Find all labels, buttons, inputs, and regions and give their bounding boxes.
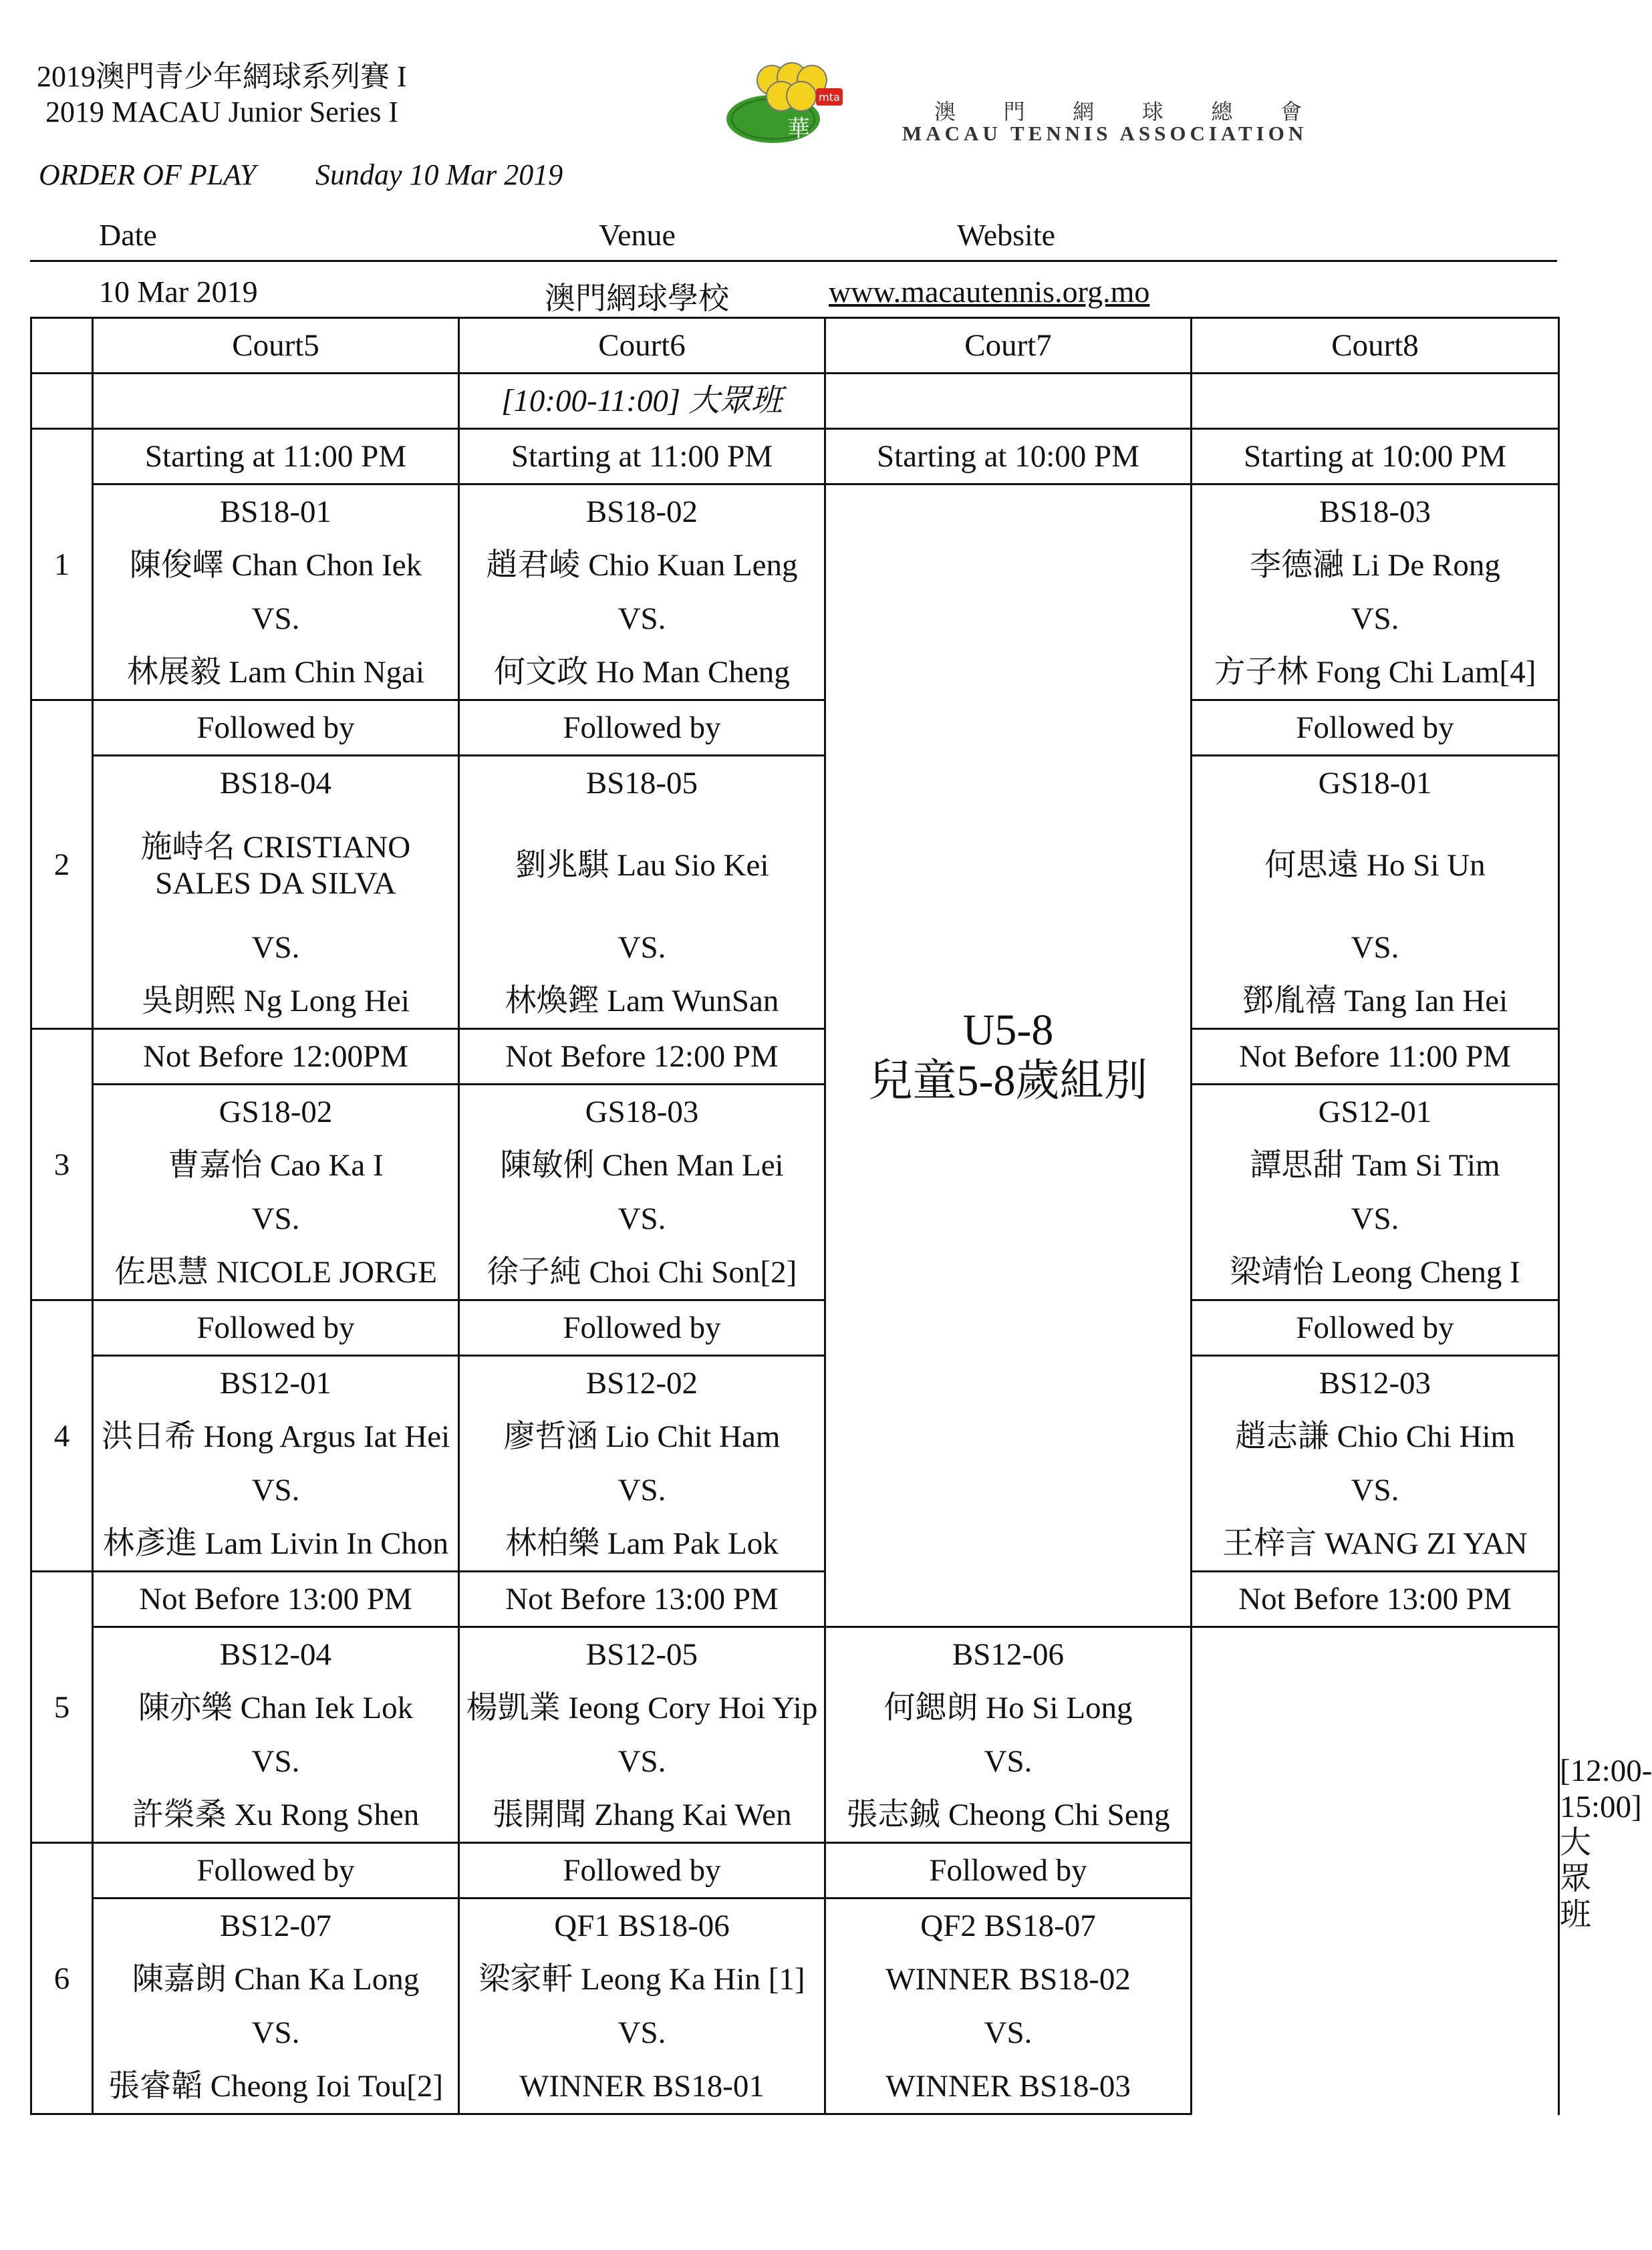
vs-label: VS. [459,1463,825,1517]
table-row [31,1627,1559,1682]
court-header-row [31,318,1559,374]
table-row [31,2060,1559,2114]
player-one: 譚思甜 Tam Si Tim [1192,1139,1559,1192]
round-number: 5 [31,1572,93,1843]
table-row [31,1410,1559,1463]
player-two: 佐思慧 NICOLE JORGE [93,1246,459,1300]
match-time: Starting at 11:00 PM [459,429,825,484]
table-row [31,974,1559,1029]
order-of-play-label: ORDER OF PLAY [39,158,257,191]
pre-session-note: [10:00-11:00] 大眾班 [459,374,825,429]
table-row [31,2006,1559,2060]
round-number: 3 [31,1029,93,1300]
player-two: 何文政 Ho Man Cheng [459,646,825,700]
player-two: 梁靖怡 Leong Cheng I [1192,1246,1559,1300]
association-char: 球 [1141,99,1163,124]
match-time: Followed by [93,1843,459,1899]
table-row [31,1843,1559,1899]
table-row [31,1899,1559,1953]
player-one: WINNER BS18-02 [825,1953,1192,2006]
match-time: Followed by [459,1300,825,1356]
association-char: 網 [1073,99,1095,124]
player-one: 李德瀜 Li De Rong [1192,539,1559,592]
logo-character: 華 [787,116,810,142]
court-header: Court6 [459,318,825,374]
player-two: WINNER BS18-03 [825,2060,1192,2114]
player-one: 楊凱業 Ieong Cory Hoi Yip [459,1681,825,1735]
player-two: 張志鋮 Cheong Chi Seng [825,1788,1192,1843]
player-one: 施峙名 CRISTIANO SALES DA SILVA [93,810,459,921]
player-two: 張開聞 Zhang Kai Wen [459,1788,825,1843]
player-two: 林柏樂 Lam Pak Lok [459,1517,825,1572]
vs-label: VS. [459,592,825,646]
row-number-header [31,318,93,374]
table-row [31,1356,1559,1411]
match-time: Not Before 13:00 PM [93,1572,459,1627]
match-time: Followed by [1192,1300,1559,1356]
match-time: Followed by [1192,700,1559,756]
table-row [31,1681,1559,1735]
round-number: 1 [31,429,93,700]
court-header: Court8 [1192,318,1559,374]
round-number: 2 [31,700,93,1029]
match-time: Not Before 12:00PM [93,1029,459,1085]
date-label: Date [99,218,157,252]
vs-label: VS. [459,1735,825,1788]
match-time: Starting at 10:00 PM [1192,429,1559,484]
table-row [31,921,1559,974]
vs-label: VS. [825,2006,1192,2060]
logo-badge-text: mta [819,91,840,104]
vs-label: VS. [825,1735,1192,1788]
match-time: Not Before 13:00 PM [459,1572,825,1627]
venue-value: 澳門網球學校 [545,281,729,315]
vs-label: VS. [1192,921,1559,974]
match-code: GS18-02 [93,1085,459,1139]
u5-8-block [825,484,1192,1627]
player-one: 陳敏俐 Chen Man Lei [459,1139,825,1192]
player-two: 張睿韜 Cheong Ioi Tou[2] [93,2060,459,2114]
table-row [31,1572,1559,1627]
player-two: 許榮桑 Xu Rong Shen [93,1788,459,1843]
pre-session-row [31,374,1559,429]
match-code: BS18-04 [93,756,459,811]
table-row [31,1463,1559,1517]
association-char: 會 [1280,99,1302,124]
vs-label: VS. [93,2006,459,2060]
match-time: Followed by [93,1300,459,1356]
player-one: 陳嘉朗 Chan Ka Long [93,1953,459,2006]
table-row [31,1029,1559,1085]
match-time: Followed by [825,1843,1192,1899]
match-time: Followed by [459,1843,825,1899]
table-row [31,810,1559,921]
vs-label: VS. [1192,1463,1559,1517]
match-code: QF2 BS18-07 [825,1899,1192,1953]
player-two: 林展毅 Lam Chin Ngai [93,646,459,700]
match-code: GS18-03 [459,1085,825,1139]
player-two: 徐子純 Choi Chi Son[2] [459,1246,825,1300]
vs-label: VS. [1192,592,1559,646]
player-one: 陳俊嶧 Chan Chon Iek [93,539,459,592]
association-char: 總 [1211,99,1233,124]
table-row [31,592,1559,646]
header-divider [30,260,1557,262]
title-english: 2019 MACAU Junior Series I [45,96,398,128]
match-time: Starting at 11:00 PM [93,429,459,484]
player-two: 方子林 Fong Chi Lam[4] [1192,646,1559,700]
vs-label: VS. [1192,1192,1559,1246]
order-of-play-table [30,317,1652,2115]
table-row [31,1517,1559,1572]
u5-8-label: U5-8 [962,1005,1054,1054]
court-header: Court5 [93,318,459,374]
table-row [31,700,1559,756]
website-label: Website [957,218,1056,252]
match-code: GS12-01 [1192,1085,1559,1139]
court8-group-class-label: [12:00-15:00] 大眾班 [1560,1753,1652,1933]
association-char: 門 [1003,99,1025,124]
match-code: BS18-01 [93,484,459,539]
match-code: QF1 BS18-06 [459,1899,825,1953]
match-code: BS18-02 [459,484,825,539]
player-two: 林煥鏗 Lam WunSan [459,974,825,1029]
match-code: BS12-06 [825,1627,1192,1682]
player-one: 陳亦樂 Chan Iek Lok [93,1681,459,1735]
match-time: Followed by [93,700,459,756]
round-number: 4 [31,1300,93,1572]
order-of-play-day: Sunday 10 Mar 2019 [315,158,563,191]
match-code: BS12-01 [93,1356,459,1411]
match-code: GS18-01 [1192,756,1559,811]
match-code: BS12-03 [1192,1356,1559,1411]
player-one: 何思遠 Ho Si Un [1192,810,1559,921]
player-one: 曹嘉怡 Cao Ka I [93,1139,459,1192]
table-row [31,1788,1559,1843]
table-row [31,1139,1559,1192]
court-header: Court7 [825,318,1192,374]
player-one: 劉兆騏 Lau Sio Kei [459,810,825,921]
vs-label: VS. [93,592,459,646]
match-code: BS18-03 [1192,484,1559,539]
match-code: BS12-02 [459,1356,825,1411]
table-row [31,1246,1559,1300]
player-one: 趙君崚 Chio Kuan Leng [459,539,825,592]
match-time: Not Before 11:00 PM [1192,1029,1559,1085]
table-row [31,484,1559,539]
player-two: WINNER BS18-01 [459,2060,825,2114]
table-row [31,1192,1559,1246]
player-two: 鄧胤禧 Tang Ian Hei [1192,974,1559,1029]
vs-label: VS. [93,1463,459,1517]
player-one: 洪日希 Hong Argus Iat Hei [93,1410,459,1463]
player-one: 趙志謙 Chio Chi Him [1192,1410,1559,1463]
date-value: 10 Mar 2019 [99,275,258,309]
table-row [31,1735,1559,1788]
match-time: Followed by [459,700,825,756]
table-row [31,1953,1559,2006]
table-row [31,429,1559,484]
player-two: 吳朗熙 Ng Long Hei [93,974,459,1029]
table-row [31,1300,1559,1356]
vs-label: VS. [93,1192,459,1246]
website-link[interactable]: www.macautennis.org.mo [829,275,1150,309]
match-code: BS12-05 [459,1627,825,1682]
title-chinese: 2019澳門青少年網球系列賽 I [37,60,407,93]
match-code: BS12-04 [93,1627,459,1682]
vs-label: VS. [93,1735,459,1788]
u5-8-description: 兒童5-8歲組別 [868,1056,1148,1105]
association-char: 澳 [934,99,956,124]
match-time: Starting at 10:00 PM [825,429,1192,484]
venue-label: Venue [599,218,676,252]
table-row [31,646,1559,700]
association-name-english: MACAU TENNIS ASSOCIATION [902,122,1308,145]
player-one: 梁家軒 Leong Ka Hin [1] [459,1953,825,2006]
match-code: BS18-05 [459,756,825,811]
vs-label: VS. [93,921,459,974]
player-two: 林彥進 Lam Livin In Chon [93,1517,459,1572]
table-row [31,1085,1559,1139]
player-one: 廖哲涵 Lio Chit Ham [459,1410,825,1463]
vs-label: VS. [459,921,825,974]
table-row [31,756,1559,811]
macau-tennis-association-logo [725,61,859,148]
vs-label: VS. [459,1192,825,1246]
match-code: BS12-07 [93,1899,459,1953]
round-number: 6 [31,1843,93,2114]
player-two: 王梓言 WANG ZI YAN [1192,1517,1559,1572]
table-row [31,539,1559,592]
match-time: Not Before 13:00 PM [1192,1572,1559,1627]
player-one: 何鍶朗 Ho Si Long [825,1681,1192,1735]
vs-label: VS. [459,2006,825,2060]
match-time: Not Before 12:00 PM [459,1029,825,1085]
